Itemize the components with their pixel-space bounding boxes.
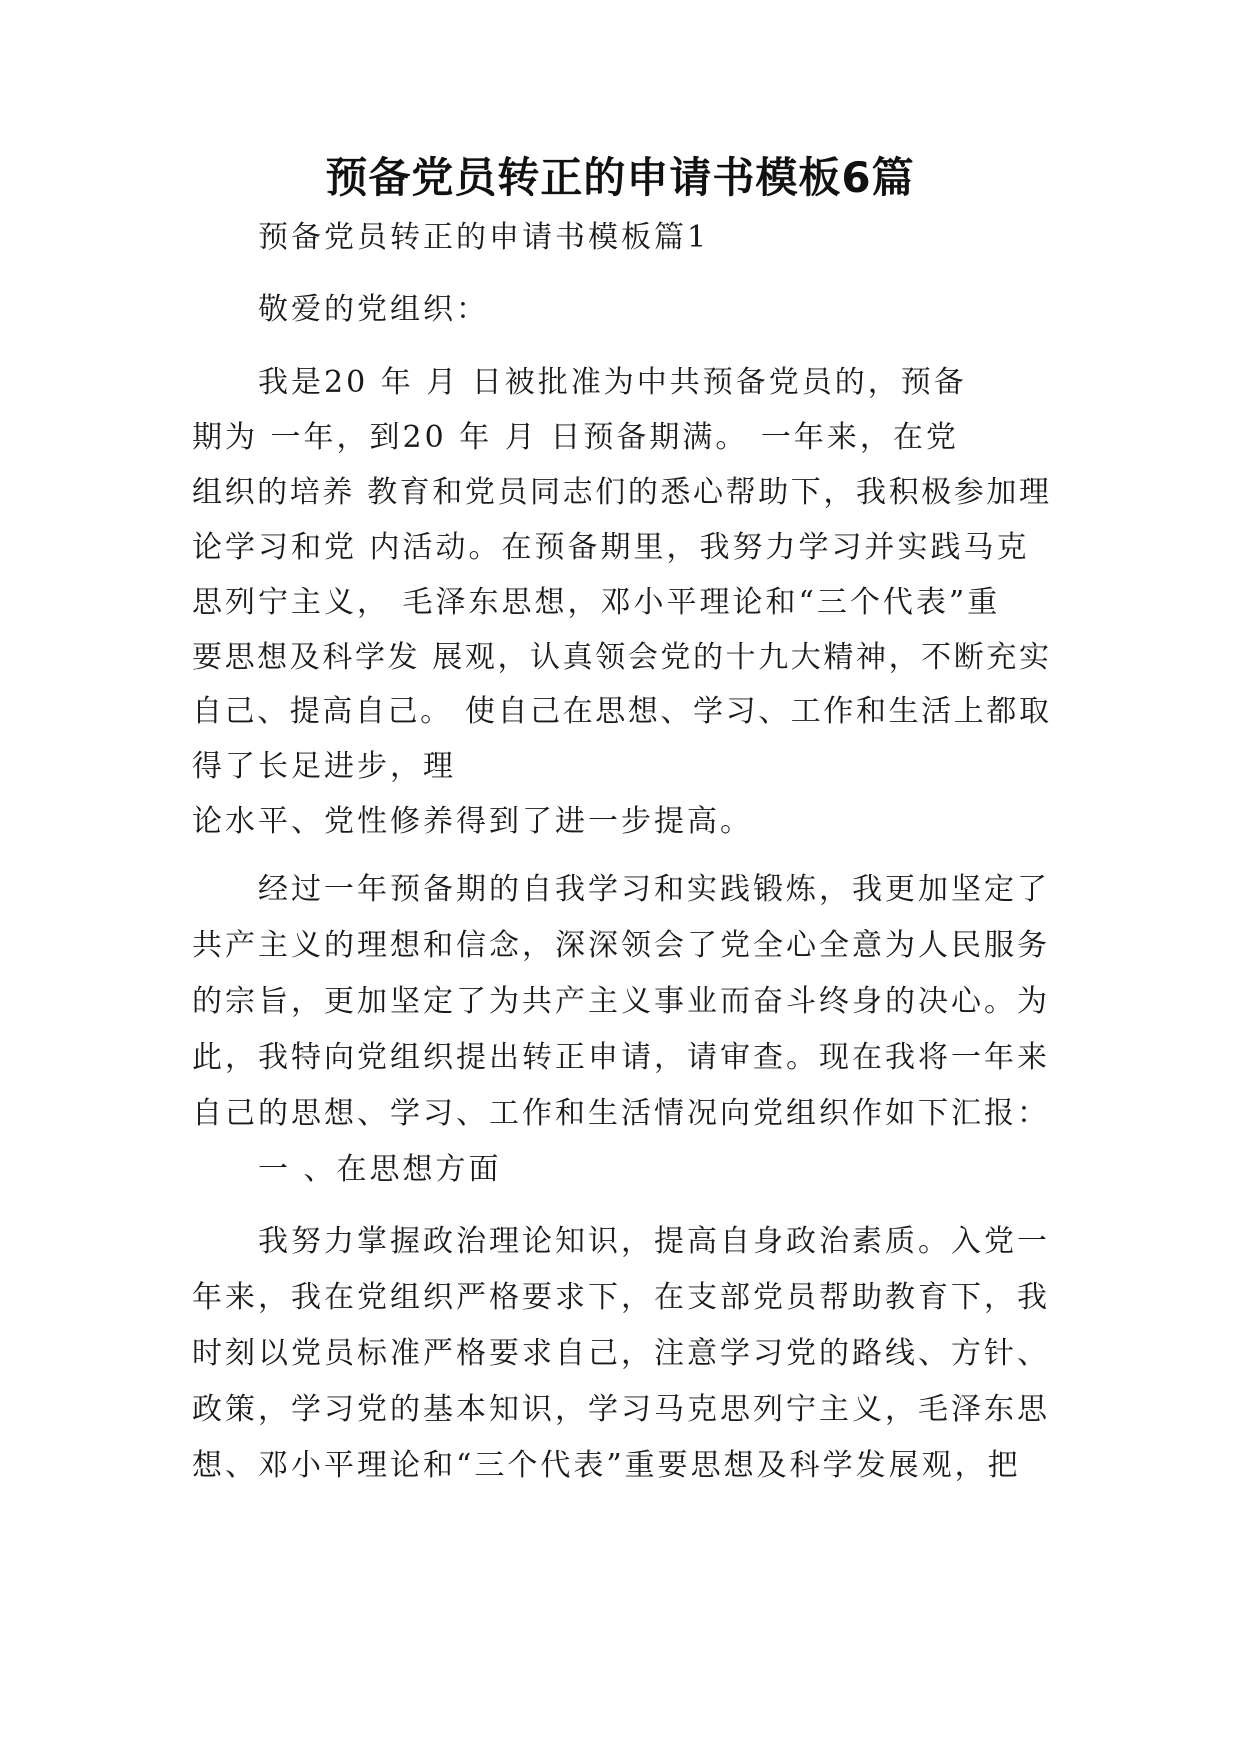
paragraph-line: 论水平、党性修养得到了进一步提高。 <box>192 804 753 839</box>
paragraph-line: 我努力掌握政治理论知识，提高自身政治素质。入党一 <box>258 1224 1050 1259</box>
paragraph-line: 的宗旨，更加坚定了为共产主义事业而奋斗终身的决心。为 <box>192 984 1050 1019</box>
paragraph-line: 共产主义的理想和信念，深深领会了党全心全意为人民服务 <box>192 928 1050 963</box>
paragraph-line: 经过一年预备期的自我学习和实践锻炼，我更加坚定了 <box>258 872 1050 907</box>
paragraph-line: 年来，我在党组织严格要求下，在支部党员帮助教育下，我 <box>192 1280 1050 1315</box>
paragraph-line: 时刻以党员标准严格要求自己，注意学习党的路线、方针、 <box>192 1336 1050 1371</box>
document-title: 预备党员转正的申请书模板6篇 <box>325 153 915 202</box>
paragraph-line: 想、邓小平理论和“三个代表”重要思想及科学发展观，把 <box>192 1448 1021 1483</box>
paragraph-line: 论学习和党 内活动。在预备期里，我努力学习并实践马克 <box>192 530 1030 565</box>
paragraph-line: 思列宁主义， 毛泽东思想，邓小平理论和“三个代表”重 <box>192 585 1001 620</box>
paragraph-line: 自己、提高自己。 使自己在思想、学习、工作和生活上都取 <box>192 694 1052 729</box>
paragraph-line: 得了长足进步，理 <box>192 749 456 784</box>
paragraph-line: 期为 一年，到20 年 月 日预备期满。 一年来，在党 <box>192 420 959 455</box>
section-heading: 一 、在思想方面 <box>258 1152 502 1187</box>
paragraph-line: 组织的培养 教育和党员同志们的悉心帮助下，我积极参加理 <box>192 475 1052 510</box>
paragraph-line: 要思想及科学发 展观，认真领会党的十九大精神，不断充实 <box>192 640 1052 675</box>
salutation: 敬爱的党组织： <box>258 292 489 327</box>
paragraph-line: 自己的思想、学习、工作和生活情况向党组织作如下汇报： <box>192 1096 1050 1131</box>
section-subheading: 预备党员转正的申请书模板篇1 <box>258 220 710 255</box>
paragraph-line: 政策，学习党的基本知识，学习马克思列宁主义，毛泽东思 <box>192 1392 1050 1427</box>
paragraph-line: 我是20 年 月 日被批准为中共预备党员的，预备 <box>258 365 967 400</box>
paragraph-line: 此，我特向党组织提出转正申请，请审查。现在我将一年来 <box>192 1040 1050 1075</box>
